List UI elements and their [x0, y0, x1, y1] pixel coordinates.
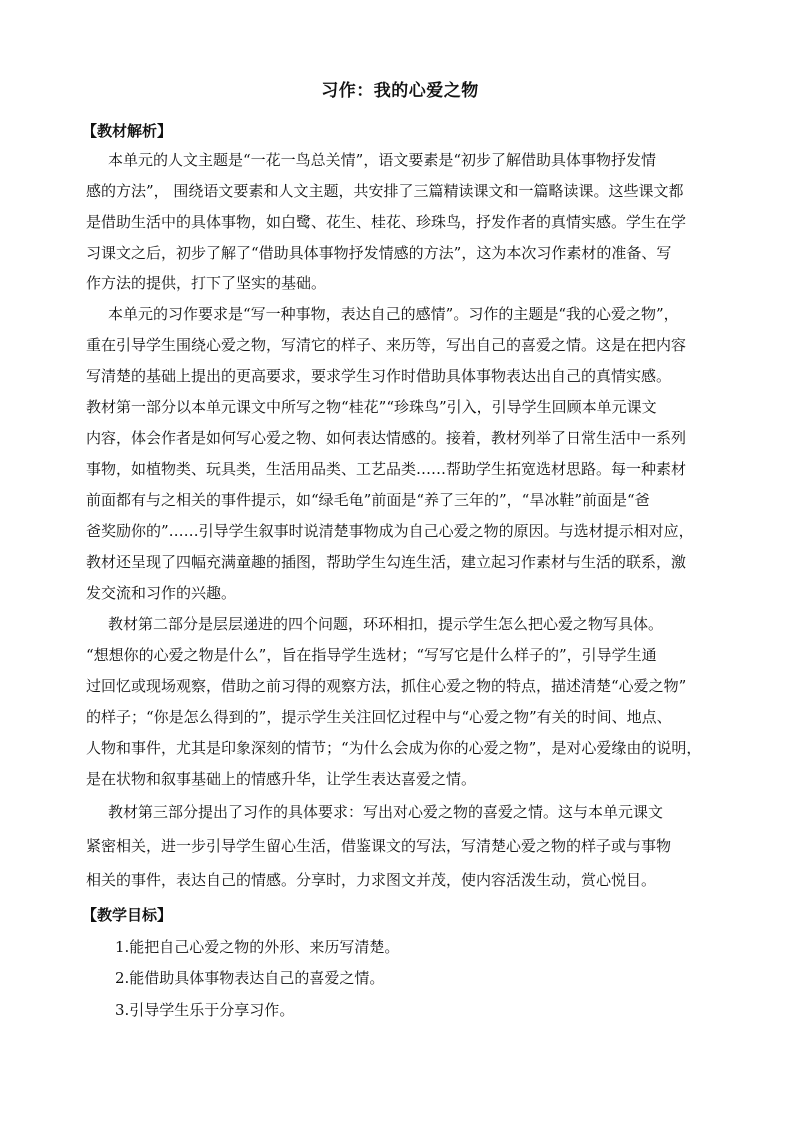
paragraph-line: 教材还呈现了四幅充满童趣的插图，帮助学生勾连生活，建立起习作素材与生活的联系，激 [86, 553, 687, 571]
paragraph-line: 本单元的习作要求是“写一种事物，表达自己的感情”。习作的主题是“我的心爱之物”， [108, 305, 679, 323]
document-title: 习作：我的心爱之物 [321, 81, 479, 101]
paragraph-line: 习课文之后，初步了解了“借助具体事物抒发情感的方法”，这为本次习作素材的准备、写 [86, 244, 672, 262]
paragraph-line: 教材第三部分提出了习作的具体要求：写出对心爱之物的喜爱之情。这与本单元课文 [108, 803, 664, 821]
paragraph-line: 重在引导学生围绕心爱之物，写清它的样子、来历等，写出自己的喜爱之情。这是在把内容 [86, 336, 687, 354]
paragraph-line: 人物和事件，尤其是印象深刻的情节；“为什么会成为你的心爱之物”，是对心爱缘由的说明， [86, 739, 702, 757]
section-heading-textbook-analysis: 【教材解析】 [82, 122, 173, 140]
paragraph-line: 教材第一部分以本单元课文中所写之物“桂花”“珍珠鸟”引入，引导学生回顾本单元课文 [86, 398, 657, 416]
paragraph-line: 发交流和习作的兴趣。 [86, 584, 237, 602]
section-heading-teaching-goals: 【教学目标】 [82, 906, 173, 924]
paragraph-line: 内容，体会作者是如何写心爱之物、如何表达情感的。接着，教材列举了日常生活中一系列 [86, 429, 687, 447]
paragraph-line: “想想你的心爱之物是什么”，旨在指导学生选材；“写写它是什么样子的”，引导学生通 [86, 646, 657, 664]
goal-item: 3.引导学生乐于分享习作。 [115, 1001, 295, 1019]
paragraph-line: 相关的事件，表达自己的情感。分享时，力求图文并茂，使内容活泼生动，赏心悦目。 [86, 871, 657, 889]
paragraph-line: 是借助生活中的具体事物，如白鹭、花生、桂花、珍珠鸟，抒发作者的真情实感。学生在学 [86, 213, 687, 231]
paragraph-line: 过回忆或现场观察，借助之前习得的观察方法，抓住心爱之物的特点，描述清楚“心爱之物” [86, 677, 687, 695]
paragraph-line: 事物，如植物类、玩具类，生活用品类、工艺品类……帮助学生拓宽选材思路。每一种素材 [86, 460, 687, 478]
goal-item: 2.能借助具体事物表达自己的喜爱之情。 [115, 969, 385, 987]
paragraph-line: 的样子；“你是怎么得到的”，提示学生关注回忆过程中与“心爱之物”有关的时间、地点、 [86, 708, 672, 726]
goal-item: 1.能把自己心爱之物的外形、来历写清楚。 [115, 938, 400, 956]
paragraph-line: 前面都有与之相关的事件提示，如“绿毛龟”前面是“养了三年的”，“旱冰鞋”前面是“爸 [86, 491, 650, 509]
paragraph-line: 紧密相关，进一步引导学生留心生活，借鉴课文的写法，写清楚心爱之物的样子或与事物 [86, 837, 672, 855]
paragraph-line: 教材第二部分是层层递进的四个问题，环环相扣，提示学生怎么把心爱之物写具体。 [108, 615, 664, 633]
paragraph-line: 感的方法”， 围绕语文要素和人文主题，共安排了三篇精读课文和一篇略读课。这些课文都 [86, 182, 684, 200]
paragraph-line: 写清楚的基础上提出的更高要求，要求学生习作时借助具体事物表达出自己的真情实感。 [86, 367, 672, 385]
paragraph-line: 作方法的提供，打下了坚实的基础。 [86, 274, 327, 292]
paragraph-line: 是在状物和叙事基础上的情感升华，让学生表达喜爱之情。 [86, 770, 477, 788]
paragraph-line: 爸奖励你的”……引导学生叙事时说清楚事物成为自己心爱之物的原因。与选材提示相对应， [86, 522, 694, 540]
paragraph-line: 本单元的人文主题是“一花一鸟总关情”，语文要素是“初步了解借助具体事物抒发情 [108, 151, 657, 169]
